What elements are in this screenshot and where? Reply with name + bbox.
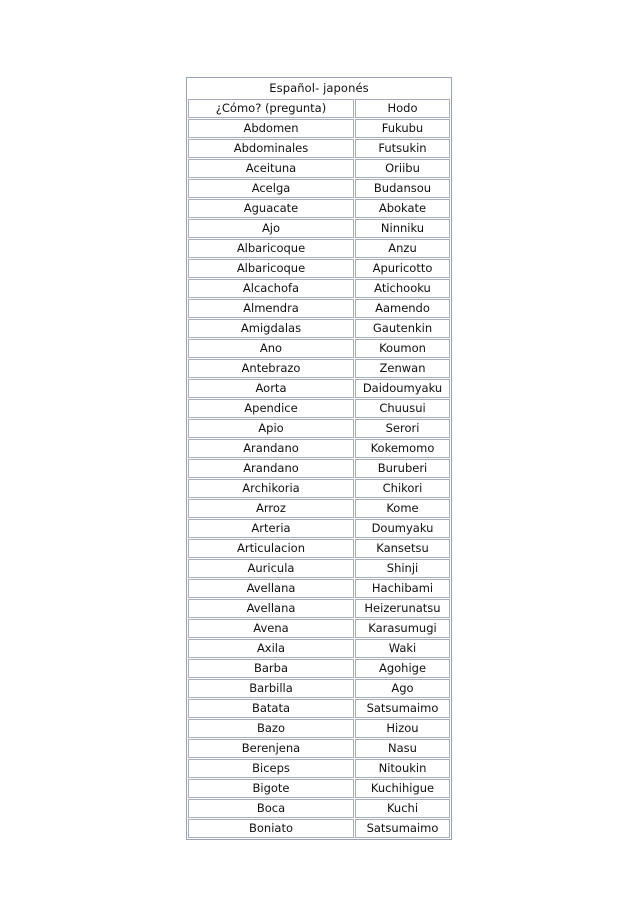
spanish-term: Archikoria [188, 479, 354, 498]
japanese-term: Fukubu [355, 119, 450, 138]
spanish-term: Batata [188, 699, 354, 718]
spanish-term: Amigdalas [188, 319, 354, 338]
table-row [188, 379, 450, 398]
spanish-term: Axila [188, 639, 354, 658]
table-row [188, 299, 450, 318]
japanese-term: Chuusui [355, 399, 450, 418]
japanese-term: Zenwan [355, 359, 450, 378]
table-row [188, 719, 450, 738]
spanish-term: Albaricoque [188, 259, 354, 278]
spanish-term: Barbilla [188, 679, 354, 698]
japanese-term: Serori [355, 419, 450, 438]
japanese-term: Kuchihigue [355, 779, 450, 798]
table-row [188, 699, 450, 718]
japanese-term: Kome [355, 499, 450, 518]
table-row [188, 439, 450, 458]
japanese-term: Budansou [355, 179, 450, 198]
japanese-term: Nitoukin [355, 759, 450, 778]
spanish-term: Aceituna [188, 159, 354, 178]
japanese-term: Buruberi [355, 459, 450, 478]
spanish-term: Acelga [188, 179, 354, 198]
spanish-term: Almendra [188, 299, 354, 318]
spanish-term: Barba [188, 659, 354, 678]
spanish-term: Bigote [188, 779, 354, 798]
japanese-term: Satsumaimo [355, 819, 450, 838]
japanese-term: Kokemomo [355, 439, 450, 458]
table-row [188, 459, 450, 478]
japanese-term: Karasumugi [355, 619, 450, 638]
spanish-term: Articulacion [188, 539, 354, 558]
spanish-term: Avellana [188, 599, 354, 618]
table-row [188, 579, 450, 598]
japanese-term: Koumon [355, 339, 450, 358]
table-row [188, 139, 450, 158]
japanese-term: Shinji [355, 559, 450, 578]
table-row [188, 419, 450, 438]
table-row [188, 319, 450, 338]
japanese-term: Hachibami [355, 579, 450, 598]
table-row [188, 239, 450, 258]
japanese-term: Heizerunatsu [355, 599, 450, 618]
table-row [188, 199, 450, 218]
japanese-term: Doumyaku [355, 519, 450, 538]
spanish-term: Arandano [188, 439, 354, 458]
japanese-term: Abokate [355, 199, 450, 218]
table-row [188, 119, 450, 138]
table-row [188, 219, 450, 238]
spanish-term: Apio [188, 419, 354, 438]
table-body [188, 99, 450, 838]
spanish-term: Bazo [188, 719, 354, 738]
table-row [188, 819, 450, 838]
japanese-term: Aamendo [355, 299, 450, 318]
japanese-term: Kuchi [355, 799, 450, 818]
spanish-term: Arroz [188, 499, 354, 518]
table-row [188, 539, 450, 558]
spanish-term: Ajo [188, 219, 354, 238]
spanish-term: Albaricoque [188, 239, 354, 258]
table-row [188, 159, 450, 178]
table-row [188, 799, 450, 818]
japanese-term: Hodo [355, 99, 450, 118]
spanish-term: Avellana [188, 579, 354, 598]
japanese-term: Kansetsu [355, 539, 450, 558]
table-row [188, 499, 450, 518]
table-row [188, 99, 450, 118]
japanese-term: Atichooku [355, 279, 450, 298]
table-row [188, 279, 450, 298]
table-row [188, 639, 450, 658]
table-row [188, 399, 450, 418]
table-row [188, 339, 450, 358]
spanish-term: Abdomen [188, 119, 354, 138]
spanish-term: Abdominales [188, 139, 354, 158]
spanish-term: Arandano [188, 459, 354, 478]
japanese-term: Ago [355, 679, 450, 698]
vocabulary-table [186, 77, 452, 840]
spanish-term: Aorta [188, 379, 354, 398]
japanese-term: Gautenkin [355, 319, 450, 338]
spanish-term: Boniato [188, 819, 354, 838]
japanese-term: Daidoumyaku [355, 379, 450, 398]
spanish-term: ¿Cómo? (pregunta) [188, 99, 354, 118]
table-row [188, 559, 450, 578]
spanish-term: Boca [188, 799, 354, 818]
spanish-term: Auricula [188, 559, 354, 578]
spanish-term: Biceps [188, 759, 354, 778]
spanish-term: Arteria [188, 519, 354, 538]
japanese-term: Chikori [355, 479, 450, 498]
table-row [188, 179, 450, 198]
spanish-term: Apendice [188, 399, 354, 418]
spanish-term: Aguacate [188, 199, 354, 218]
table-row [188, 479, 450, 498]
japanese-term: Apuricotto [355, 259, 450, 278]
table-row [188, 619, 450, 638]
table-row [188, 519, 450, 538]
spanish-term: Alcachofa [188, 279, 354, 298]
spanish-term: Berenjena [188, 739, 354, 758]
spanish-term: Avena [188, 619, 354, 638]
table-row [188, 359, 450, 378]
table-row [188, 259, 450, 278]
japanese-term: Oriibu [355, 159, 450, 178]
table-row [188, 599, 450, 618]
japanese-term: Futsukin [355, 139, 450, 158]
table-row [188, 759, 450, 778]
japanese-term: Ninniku [355, 219, 450, 238]
japanese-term: Hizou [355, 719, 450, 738]
japanese-term: Satsumaimo [355, 699, 450, 718]
japanese-term: Nasu [355, 739, 450, 758]
japanese-term: Agohige [355, 659, 450, 678]
spanish-term: Antebrazo [188, 359, 354, 378]
japanese-term: Waki [355, 639, 450, 658]
table-row [188, 779, 450, 798]
table-row [188, 659, 450, 678]
table-row [188, 679, 450, 698]
vocabulary-grid [187, 98, 451, 839]
japanese-term: Anzu [355, 239, 450, 258]
table-row [188, 739, 450, 758]
spanish-term: Ano [188, 339, 354, 358]
table-title: Español- japonés [269, 81, 369, 95]
